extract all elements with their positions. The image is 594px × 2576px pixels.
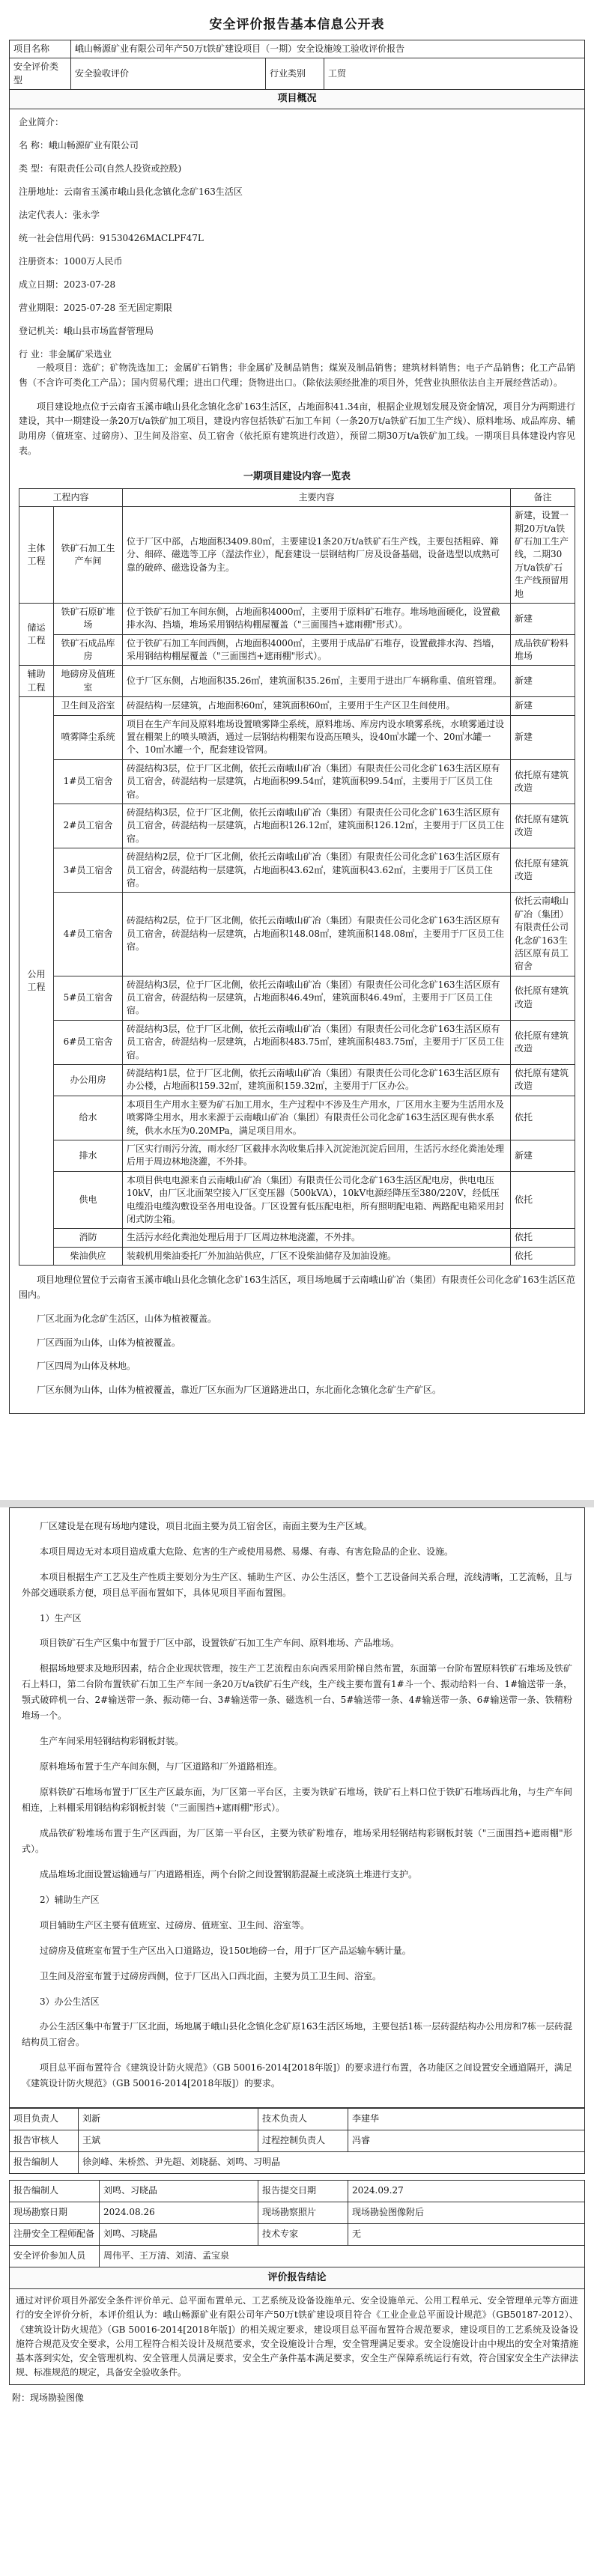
section-title: 项目概况: [10, 90, 585, 109]
label-cell: 项目负责人: [10, 2109, 79, 2130]
table-row: [19, 759, 575, 804]
note-cell: 依托: [511, 1171, 575, 1229]
note-cell: 新建: [511, 715, 575, 759]
label-cell: 报告提交日期: [258, 2181, 348, 2202]
value-cell: 峨山畅源矿业有限公司年产50万t铁矿建设项目（一期）安全设施竣工验收评价报告: [71, 40, 585, 58]
table-row: [10, 2181, 585, 2202]
content-cell: 装载机用柴油委托厂外加油站供应，厂区不设柴油储存及加油设施。: [123, 1247, 511, 1265]
note-cell: 依托原有建筑改造: [511, 804, 575, 848]
table-row: [19, 976, 575, 1020]
paragraph: 卫生间及浴室布置于过磅房西侧，位于厂区出入口西北面，主要为员工卫生间、浴室。: [40, 1970, 382, 1981]
value-cell: 周伟平、王万清、刘清、孟宝泉: [100, 2246, 585, 2267]
overview-box: [9, 109, 585, 1414]
item-cell: 2#员工宿舍: [54, 804, 123, 848]
label-cell: 技术负责人: [258, 2109, 348, 2130]
content-cell: 位于铁矿石加工车间东侧，占地面积4000㎡，主要用于原料矿石堆存。堆场地面硬化，设置截排水沟、挡墙，堆场采用钢结构棚屋覆盖（"三面围挡+遮雨棚"形式）。: [123, 603, 511, 634]
label-cell: 报告审核人: [10, 2130, 79, 2152]
note-cell: 依托: [511, 1229, 575, 1247]
table-row: [19, 848, 575, 893]
location-paragraph: 厂区四周为山体及林地。: [37, 1361, 136, 1372]
content-cell: 生活污水经化粪池处理后用于厂区周边林地浇灌，不外排。: [123, 1229, 511, 1247]
subsection-heading: 2）辅助生产区: [40, 1895, 100, 1906]
item-cell: 卫生间及浴室: [54, 697, 123, 715]
content-cell: 砖混结构3层，位于厂区北侧，依托云南峨山矿冶（集团）有限责任公司化念矿163生活区原有员工宿舍，砖混结构一层建筑，占地面积483.75㎡，建筑面积483.75㎡，主要用于厂区员工住宿。: [123, 1020, 511, 1064]
section-header-row: [10, 90, 585, 109]
table-row: [10, 2289, 585, 2385]
label-cell: 过程控制负责人: [258, 2130, 348, 2152]
paragraph: 原料堆场布置于生产车间东侧，与厂区道路和厂外道路相连。: [40, 1761, 283, 1772]
enterprise-field: 名 称：峨山畅源矿业有限公司: [19, 140, 139, 151]
table-caption: 一期项目建设内容一览表: [243, 470, 351, 482]
subsection-heading: 1）生产区: [40, 1613, 82, 1623]
page-separator: [0, 1500, 594, 1507]
business-scope: 一般项目：选矿；矿物洗选加工；金属矿石销售；非金属矿及制品销售；煤炭及制品销售；建筑材料销售；电子产品销售；化工产品销售（不含许可类化工产品）；国内贸易代理；进出口代理；货物进出口。（除依法须经批准的项目外，凭营业执照依法自主开展经营活动）。: [19, 362, 575, 388]
value-cell: 刘鸣、习晓晶: [100, 2224, 258, 2246]
table-header-row: [19, 488, 575, 506]
content-cell: 砖混结构1层，位于厂区北侧，依托云南峨山矿冶（集团）有限责任公司化念矿163生活区原有办公楼，占地面积159.32㎡，建筑面积159.32㎡，主要用于厂区办公。: [123, 1065, 511, 1096]
table-row: [10, 58, 585, 90]
content-cell: 项目在生产车间及原料堆场设置喷雾降尘系统，原料堆场、库房内设水喷雾系统，水喷雾通过设置在棚架上的喷头喷洒，通过一层钢结构棚架布设高压喷头，设40㎥水罐一个、20㎥水罐一个、10㎥水罐一个，配套建设管网。: [123, 715, 511, 759]
item-cell: 铁矿石成品库房: [54, 634, 123, 666]
note-cell: 依托原有建筑改造: [511, 976, 575, 1020]
table-row: [19, 666, 575, 697]
enterprise-field: 成立日期：2023-07-28: [19, 279, 116, 291]
location-description: [19, 1273, 575, 1398]
value-cell: 冯睿: [348, 2130, 585, 2152]
value-cell: 刘新: [79, 2109, 258, 2130]
value-cell: 王斌: [79, 2130, 258, 2152]
note-cell: 新建: [511, 697, 575, 715]
enterprise-field: 企业简介：: [19, 117, 64, 128]
table-row: [10, 2202, 585, 2224]
table-row: [10, 2246, 585, 2267]
table-row: [19, 1065, 575, 1096]
note-cell: 新建: [511, 603, 575, 634]
table-row: [10, 2152, 585, 2174]
layout-text-box: [9, 1507, 585, 2108]
item-cell: 给水: [54, 1096, 123, 1140]
column-header: 备注: [511, 488, 575, 506]
group-cell: 公用工程: [19, 697, 54, 1266]
group-cell: 辅助工程: [19, 666, 54, 697]
content-cell: 砖混结构3层，位于厂区北侧，依托云南峨山矿冶（集团）有限责任公司化念矿163生活区原有员工宿舍，砖混结构一层建筑，占地面积99.54㎡，建筑面积99.54㎡，主要用于厂区员工住宿。: [123, 759, 511, 804]
table-row: [19, 1140, 575, 1171]
paragraph: 项目总平面布置符合《建筑设计防火规范》（GB 50016-2014[2018年版]）的要求进行布置，各功能区之间设置安全通道隔开，满足《建筑设计防火规范》（GB 50016-2014[2018年版]）的要求。: [22, 2062, 572, 2089]
group-cell: 储运工程: [19, 603, 54, 666]
location-paragraph: 厂区西面为山体，山体为植被覆盖。: [37, 1337, 181, 1348]
item-cell: 喷雾降尘系统: [54, 715, 123, 759]
note-cell: 新建: [511, 666, 575, 697]
content-cell: 本项目生产用水主要为矿石加工用水，生产过程中不涉及生产用水，厂区用水主要为生活用水及喷雾降尘用水，用水来源于云南峨山矿冶（集团）有限责任公司化念矿163生活区现有供水系统，供水水压为0.20MPa，满足项目用水。: [123, 1096, 511, 1140]
section-title: 评价报告结论: [10, 2267, 585, 2289]
document-page-1: [9, 0, 585, 1494]
enterprise-info: [19, 115, 575, 361]
item-cell: 5#员工宿舍: [54, 976, 123, 1020]
conclusion-text: 通过对评价项目外部安全条件评价单元、总平面布置单元、工艺系统及设备设施单元、安全设施单元、公用工程单元、安全管理单元等方面进行的安全评价分析，本评价组认为：峨山畅源矿业有限公司年产50万t铁矿建设项目符合《工业企业总平面设计规范》（GB50187-2012）、《建筑设计防火规范》（GB 50016-2014[2018年版]）的相关规定要求，建设项目总平面布置符合规范要求，建设项目的工艺系统及设备设施符合规范及安全要求，公用工程符合相关设计及规范要求，安全设施设计合理，安全管理满足要求。安全设施设计由中规出的安全对策措施基本落到实处，安全管理机构、安全管理人员满足要求，安全生产条件基本满足要求，安全生产保障系统运行有效，符合国家安全生产法律法规、标准规范的规定，具备安全验收条件。: [10, 2289, 585, 2385]
note-cell: 依托云南峨山矿冶（集团）有限责任公司化念矿163生活区原有员工宿舍: [511, 893, 575, 976]
location-paragraph: 厂区北面为化念矿生活区，山体为植被覆盖。: [37, 1313, 217, 1324]
table-row: [10, 2109, 585, 2130]
label-cell: 项目名称: [10, 40, 71, 58]
item-cell: 4#员工宿舍: [54, 893, 123, 976]
note-cell: 新建，设置一期20万t/a铁矿石加工生产线，二期30万t/a铁矿石生产线预留用地: [511, 507, 575, 604]
page-title: 安全评价报告基本信息公开表: [209, 17, 385, 32]
paragraph: 项目辅助生产区主要有值班室、过磅房、值班室、卫生间、浴室等。: [40, 1919, 310, 1931]
value-cell: 李建华: [348, 2109, 585, 2130]
table-row: [19, 1229, 575, 1247]
note-cell: 依托原有建筑改造: [511, 759, 575, 804]
table-row: [19, 697, 575, 715]
value-cell: 刘鸣、习晓晶: [100, 2181, 258, 2202]
label-cell: 安全评价类型: [10, 58, 71, 90]
note-cell: 新建: [511, 1140, 575, 1171]
note-cell: 成品铁矿粉料堆场: [511, 634, 575, 666]
item-cell: 地磅房及值班室: [54, 666, 123, 697]
value-cell: 安全验收评价: [71, 58, 266, 90]
label-cell: 注册安全工程师配备: [10, 2224, 100, 2246]
table-row: [10, 2130, 585, 2152]
paragraph: 办公生活区集中布置于厂区北面，场地属于峨山县化念镇化念矿原163生活区场地，主要包括1栋一层砖混结构办公用房和7栋一层砖混结构员工宿舍。: [22, 2021, 572, 2048]
subsection-heading: 3）办公生活区: [40, 1996, 100, 2007]
content-cell: 本项目供电电源来自云南峨山矿冶（集团）有限责任公司化念矿163生活区配电房，供电电压10kV，由厂区北面架空接入厂区变压器（500kVA），10kV电源经降压至380/220V，经低压电缆沿电缆沟敷设至各用电设备。厂区设置有低压配电柜，所有照明配电箱、两路配电箱采用封闭式防尘箱。: [123, 1171, 511, 1229]
label-cell: 报告编制人: [10, 2181, 100, 2202]
note-cell: 依托: [511, 1096, 575, 1140]
enterprise-field: 注册资本：1000万人民币: [19, 256, 123, 267]
paragraph: 成品堆场北面设置运输通与厂内道路相连，两个台阶之间设置钢筋混凝土或浇筑土堆进行支护。: [40, 1869, 418, 1880]
value-cell: 2024.08.26: [100, 2202, 258, 2224]
paragraph: 厂区建设是在现有场地内建设，项目北面主要为员工宿舍区，南面主要为生产区域。: [40, 1521, 373, 1531]
item-cell: 铁矿石原矿堆场: [54, 603, 123, 634]
content-cell: 砖混结构3层，位于厂区北侧，依托云南峨山矿冶（集团）有限责任公司化念矿163生活区原有员工宿舍，砖混结构一层建筑，占地面积46.49㎡，建筑面积46.49㎡，主要用于厂区员工住宿。: [123, 976, 511, 1020]
label-cell: 安全评价参加人员: [10, 2246, 100, 2267]
content-cell: 砖混结构2层，位于厂区北侧，依托云南峨山矿冶（集团）有限责任公司化念矿163生活区原有员工宿舍，砖混结构一层建筑，占地面积148.08㎡，建筑面积148.08㎡，主要用于厂区员工住宿。: [123, 893, 511, 976]
note-cell: 依托原有建筑改造: [511, 1020, 575, 1064]
construction-content-table: [19, 488, 575, 1266]
content-cell: 厂区实行雨污分流，雨水经厂区截排水沟收集后排入沉淀池沉淀后回用，生活污水经化粪池处理后用于周边林地浇灌，不外排。: [123, 1140, 511, 1171]
table-row: [10, 2224, 585, 2246]
item-cell: 3#员工宿舍: [54, 848, 123, 893]
item-cell: 供电: [54, 1171, 123, 1229]
paragraph: 过磅房及值班室布置于生产区出入口道路边，设150t地磅一台，用于厂区产品运输车辆计量。: [40, 1945, 411, 1956]
value-cell: 2024.09.27: [348, 2181, 585, 2202]
public-rows: [19, 697, 575, 1266]
table-row: [19, 1096, 575, 1140]
value-cell: 工贸: [324, 58, 585, 90]
value-cell: 无: [348, 2224, 585, 2246]
item-cell: 6#员工宿舍: [54, 1020, 123, 1064]
enterprise-field: 行 业：非金属矿采选业: [19, 349, 112, 360]
column-header: 工程内容: [19, 488, 123, 506]
item-cell: 铁矿石加工生产车间: [54, 507, 123, 604]
main-rows: [19, 507, 575, 697]
location-paragraph: 厂区东侧为山体，山体为植被覆盖，靠近厂区东面为厂区道路进出口，东北面化念镇化念矿生产矿区。: [37, 1385, 442, 1396]
item-cell: 排水: [54, 1140, 123, 1171]
content-cell: 砖混结构2层，位于厂区北侧，依托云南峨山矿冶（集团）有限责任公司化念矿163生活区原有员工宿舍，砖混结构一层建筑，占地面积43.62㎡，建筑面积43.62㎡，主要用于厂区员工住宿。: [123, 848, 511, 893]
table-row: [19, 603, 575, 634]
paragraph: 项目铁矿石生产区集中布置于厂区中部，设置铁矿石加工生产车间、原料堆场、产品堆场。: [40, 1638, 400, 1649]
content-cell: 位于铁矿石加工车间西侧，占地面积4000㎡，主要用于成品矿石堆存，设置截排水沟、挡墙，采用钢结构棚屋覆盖（"三面围挡+遮雨棚"形式）。: [123, 634, 511, 666]
paragraph: 原料铁矿石堆场布置于厂区生产区最东面，为厂区第一平台区，主要为铁矿石堆场，铁矿石上料口位于铁矿石堆场西北角，与生产车间相连，上料棚采用钢结构彩钢板封装（"三面围挡+遮雨棚"形式）。: [22, 1787, 572, 1814]
value-cell: 徐剑峰、朱桥然、尹先超、刘晓磊、刘鸣、习明晶: [79, 2152, 585, 2174]
item-cell: 办公用房: [54, 1065, 123, 1096]
table-row: [19, 634, 575, 666]
paragraph: 根据场地要求及地形因素，结合企业现状管理，按生产工艺流程由东向西采用阶梯自然布置，东面第一台阶布置原料铁矿石堆场及铁矿石上料口，第二台阶布置铁矿石加工生产车间一条20万t/a铁矿石生产线，生产线主要布置有1#斗一个、振动给料一台、1#输送带一条，颚式破碎机一台、2#输送带一条、振动筛一台、3#输送带一条、磁选机一台、5#输送带一条、4#输送带一条、6#输送带一条、铁精粉堆场一个。: [22, 1663, 572, 1722]
label-cell: 行业类别: [266, 58, 324, 90]
content-cell: 砖混结构3层，位于厂区北侧，依托云南峨山矿冶（集团）有限责任公司化念矿163生活区原有员工宿舍，砖混结构一层建筑，占地面积126.12㎡，建筑面积126.12㎡，主要用于厂区员工住宿。: [123, 804, 511, 848]
attachment-note: 附：现场勘验图像: [12, 2393, 85, 2404]
content-cell: 位于厂区中部，占地面积3409.80㎡，主要建设1条20万t/a铁矿石生产线，主要包括粗碎、筛分、细碎、磁选等工序（湿法作业），配套建设一层钢结构厂房及设备基础，设备选型以成熟可靠的破碎、磁选设备为主。: [123, 507, 511, 604]
note-cell: 依托: [511, 1247, 575, 1265]
enterprise-field: 法定代表人：张永学: [19, 210, 100, 221]
group-cell: 主体工程: [19, 507, 54, 604]
table-row: [19, 893, 575, 976]
table-row: [19, 1171, 575, 1229]
table-row: [19, 1020, 575, 1064]
document-page-2: [9, 1507, 585, 2576]
content-cell: 位于厂区东侧，占地面积35.26㎡，建筑面积35.26㎡，主要用于进出厂车辆称重、值班管理。: [123, 666, 511, 697]
enterprise-field: 类 型：有限责任公司(自然人投资或控股): [19, 163, 182, 174]
column-header: 主要内容: [123, 488, 511, 506]
paragraph: 本项目根据生产工艺及生产性质主要划分为生产区、辅助生产区、办公生活区，整个工艺设备间关系合理，流线清晰，工艺流畅，且与外部交通联系方便，项目总平面布置如下，具体见项目平面布置图。: [22, 1572, 572, 1598]
table-row: [19, 715, 575, 759]
note-cell: 依托原有建筑改造: [511, 848, 575, 893]
work-table: [9, 2180, 585, 2385]
paragraph: 本项目周边无对本项目造成重大危险、危害的生产或使用易燃、易爆、有毒、有害危险品的企业、设施。: [40, 1546, 454, 1557]
table-row: [19, 1247, 575, 1265]
content-cell: 砖混结构一层建筑，占地面积60㎡，建筑面积60㎡，主要用于生产区卫生间使用。: [123, 697, 511, 715]
value-cell: 现场勘验图像附后: [348, 2202, 585, 2224]
enterprise-field: 注册地址：云南省玉溪市峨山县化念镇化念矿163生活区: [19, 186, 243, 198]
basic-info-table: [9, 40, 585, 109]
enterprise-field: 营业期限：2025-07-28 至无固定期限: [19, 303, 173, 314]
item-cell: 消防: [54, 1229, 123, 1247]
label-cell: 技术专家: [258, 2224, 348, 2246]
location-paragraph: 项目地理位置位于云南省玉溪市峨山县化念镇化念矿163生活区，项目场地属于云南峨山矿冶（集团）有限责任公司化念矿163生活区范围内。: [19, 1275, 575, 1300]
item-cell: 柴油供应: [54, 1247, 123, 1265]
item-cell: 1#员工宿舍: [54, 759, 123, 804]
label-cell: 报告编制人: [10, 2152, 79, 2174]
enterprise-field: 登记机关：峨山县市场监督管理局: [19, 326, 154, 337]
production-paragraphs: [22, 1635, 572, 1883]
note-cell: 依托原有建筑改造: [511, 1065, 575, 1096]
label-cell: 现场勘察日期: [10, 2202, 100, 2224]
auxiliary-paragraphs: [22, 1918, 572, 1984]
paragraph: 成品铁矿粉堆场布置于生产区西面，为厂区第一平台区，主要为铁矿粉堆存，堆场采用轻钢结构彩钢板封装（"三面围挡+遮雨棚"形式）。: [22, 1828, 572, 1855]
table-row: [19, 507, 575, 604]
project-overview: 项目建设地点位于云南省玉溪市峨山县化念镇化念矿163生活区，占地面积41.34亩，根据企业规划发展及资金情况，项目分为两期进行建设，其中一期建设一条20万t/a铁矿加工项目，建设内容包括铁矿石加工车间（一条20万t/a铁矿石加工生产线）、原料堆场、成品库房、辅助用房（值班室、过磅房）、卫生间及浴室、员工宿舍（依托原有建筑进行改造），预留二期30万t/a铁矿加工线。一期项目具体建设内容见表。: [19, 401, 575, 456]
office-paragraphs: [22, 2019, 572, 2092]
table-row: [10, 40, 585, 58]
paragraph: 生产车间采用轻钢结构彩钢板封装。: [40, 1736, 184, 1747]
label-cell: 现场勘察照片: [258, 2202, 348, 2224]
intro-paragraphs: [22, 1519, 572, 1601]
table-row: [19, 804, 575, 848]
staff-table: [9, 2108, 585, 2174]
enterprise-field: 统一社会信用代码：91530426MACLPF47L: [19, 233, 204, 244]
section-header-row: [10, 2267, 585, 2289]
